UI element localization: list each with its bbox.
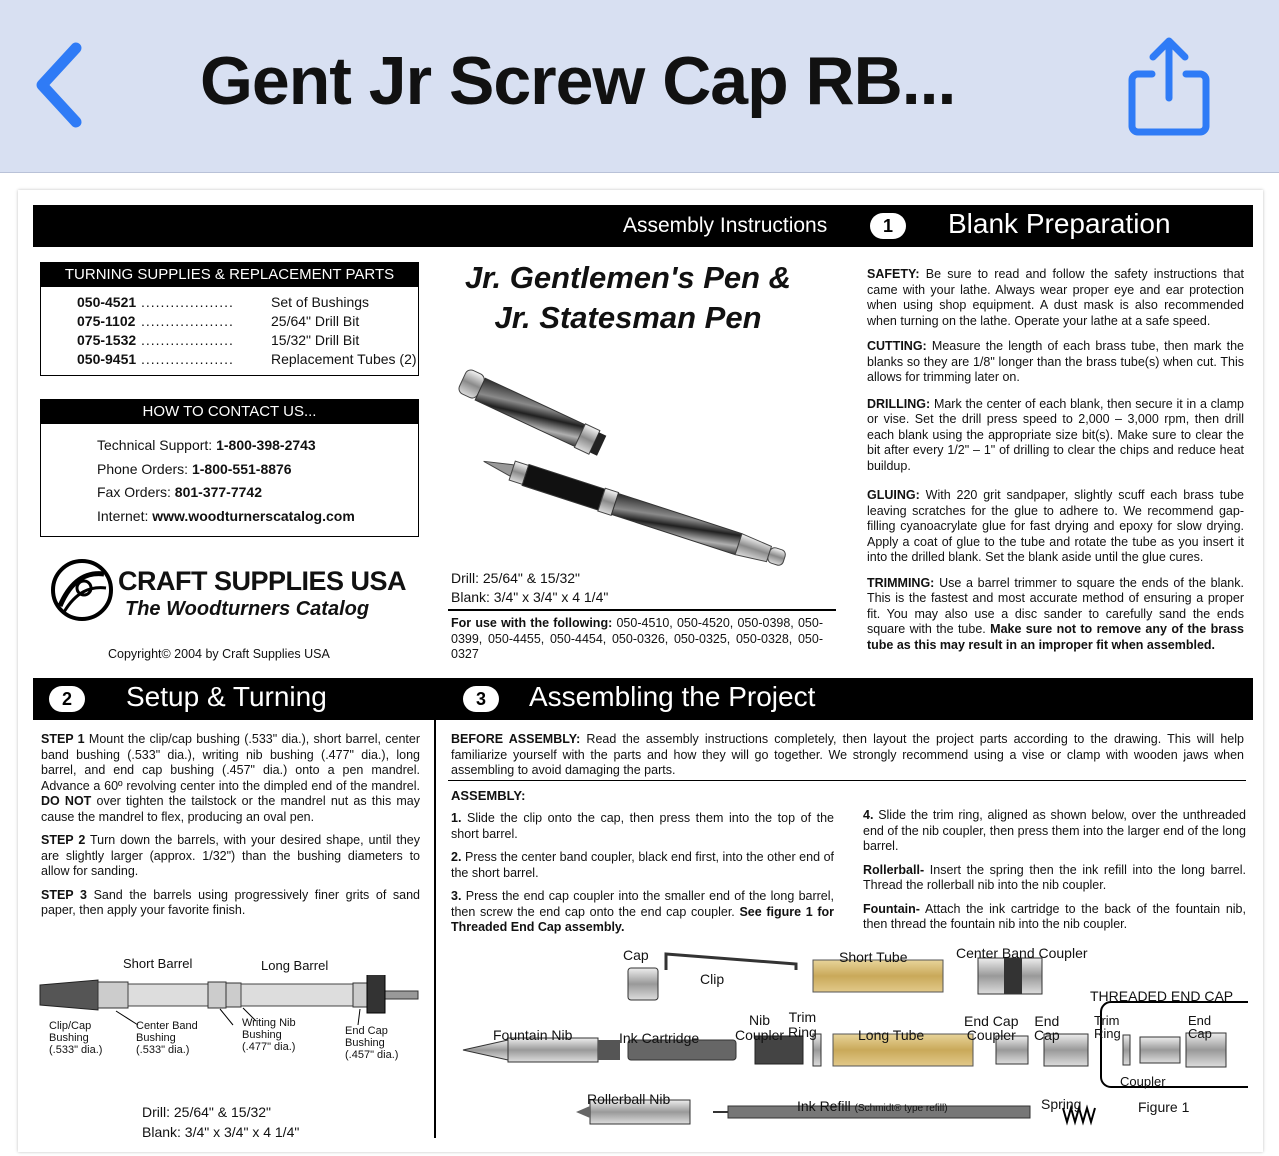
contact-value: 1-800-551-8876 [191,460,292,477]
step-bold: DO NOT [41,794,92,808]
step-text: Slide the trim ring, aligned as shown below, over the unthreaded end of the nib coupler, then press them into the larger end of the long barrel. [863,808,1246,853]
brand-tagline: The Woodturners Catalog [125,598,370,620]
before-assembly-paragraph [451,732,1244,779]
part-row [77,331,418,350]
label-line: Writing Nib [242,1017,296,1029]
pen-illustration [458,348,828,578]
clip-cap-bushing-label [49,1020,102,1056]
para-text: Be sure to read and follow the safety instructions that came with your lathe. Always wear proper eye and ear protection when using shop equipment. A dust mask is also recommended when turning on the lathe. Operate your lathe at a safe speed. [867,267,1244,328]
nib-coupler-label [735,1013,784,1043]
threaded-end-cap-label [1188,1014,1212,1040]
contact-label: Phone Orders: [97,460,189,477]
part-row [77,350,418,369]
for-use-with [451,616,823,663]
document-title: Gent Jr Screw Cap RB... [200,43,956,119]
para-bold: Make sure not to remove any of the brass tube as this may result in an improper fit when assembled. [867,622,1244,652]
column-divider [434,720,436,1138]
step-number-badge: 3 [463,686,499,712]
blank-prep-text [867,267,1244,653]
gluing-paragraph [867,488,1244,566]
para-text: Measure the length of each brass tube, then mark the blanks so they are 1/8" longer than the brass tube(s) when cut. This allows for trimming later on. [867,339,1244,384]
label-line: End [1034,1013,1060,1029]
step1-paragraph [41,732,420,825]
part-row [77,312,418,331]
contact-label: Fax Orders: [97,484,171,500]
section-title: Assembling the Project [529,681,816,712]
step-num: 1. [451,811,462,825]
part-number: 050-9451 [77,351,137,367]
part-row [77,293,418,312]
threaded-end-cap-title: THREADED END CAP [1090,988,1234,1004]
step2-paragraph [41,833,420,880]
contact-row [97,505,418,529]
contact-row [97,458,418,482]
blank-size: Blank: 3/4" x 3/4" x 4 1/4" [451,589,609,605]
step-head: STEP 1 [41,732,85,746]
label-line: Clip/Cap [49,1020,92,1032]
para-head: SAFETY: [867,267,920,281]
label-line: Bushing [242,1029,282,1041]
para-text: Mark the center of each blank, then secure it in a clamp or vise. Set the drill press speed to 2,000 – 3,000 rpm, then drill each blank using the appropriate size bit(s). Make sure to clear the bit after every 1/2" – 1" of drilling to clear the chips and reduce heat buildup. [867,396,1244,473]
cutting-paragraph [867,339,1244,386]
label-line: Bushing [345,1037,385,1049]
contact-box [40,399,419,537]
rollerball-paragraph [863,863,1246,894]
label-line: Bushing [136,1032,176,1044]
document-page[interactable] [18,190,1263,1152]
step-text: Sand the barrels using progressively finer grits of sand paper, then apply your favorite finish. [41,887,420,917]
para-head: Rollerball- [863,862,925,877]
section-bar-2-3 [33,678,1253,720]
end-cap-label [1034,1014,1060,1042]
para-head: TRIMMING: [867,575,935,590]
part-number: 050-4521 [77,294,137,310]
parts-box [40,262,419,376]
drilling-paragraph [867,397,1244,475]
setup-blank-size: Blank: 3/4" x 3/4" x 4 1/4" [142,1124,300,1140]
part-number: 075-1532 [77,332,137,348]
label-line: Trim [1094,1013,1120,1028]
divider [448,609,836,611]
step-text: Press the end cap coupler into the smaller end of the long barrel, then screw the end cap onto the end cap coupler. [451,889,835,919]
brand-logo-icon [50,558,114,622]
assembly-col-left [451,811,834,936]
label-line: Nib [749,1012,771,1028]
assembly-step-2 [451,850,834,881]
safety-paragraph [867,267,1244,329]
brand-name: CRAFT SUPPLIES USA [118,566,407,596]
contact-row [97,481,418,505]
label-line: (.477" dia.) [242,1041,296,1053]
short-tube-label: Short Tube [839,949,908,965]
rollerball-nib-label: Rollerball Nib [587,1091,671,1107]
step-num: 4. [863,808,874,822]
label-note: (Schmidt® type refill) [854,1103,948,1114]
label-line: Cap [1034,1027,1060,1043]
para-head: GLUING: [867,488,920,502]
part-desc: 25/64" Drill Bit [271,313,360,329]
for-use-list: 050-4510, 050-4520, 050-0398, 050-0399, 050-4455, 050-4454, 050-0326, 050-0325, 050-0328, 050-0327 [451,616,823,661]
label-line: Bushing [49,1032,89,1044]
leader-dots: ................... [141,332,234,348]
trim-ring-label [788,1010,817,1040]
product-title-line2: Jr. Statesman Pen [494,300,762,335]
setup-drill-size: Drill: 25/64" & 15/32" [142,1104,272,1120]
part-desc: Set of Bushings [271,294,370,310]
contact-label: Internet: [97,507,149,524]
para-text: Use a barrel trimmer to square the ends of the blank. This is the fastest and most accurate method of ensuring a proper fit. You may also use a disc sander to carefully sand the ends square with the tube. [867,575,1244,636]
para-text: Read the assembly instructions completely, then layout the project parts according to the drawing. This will help familiarize yourself with the parts and how they will go together. We strongly recommend using a vise or clamp with wooden jaws when assembling to avoid damaging the parts. [451,732,1244,777]
copyright: Copyright© 2004 by Craft Supplies USA [108,647,330,661]
short-barrel-label: Short Barrel [123,956,193,971]
clip-label: Clip [700,971,725,987]
section-title: Setup & Turning [126,681,327,712]
writing-nib-bushing-label [242,1017,296,1053]
product-title-line1: Jr. Gentlemen's Pen & [464,260,792,295]
step-head: STEP 2 [41,833,86,847]
threaded-trim-ring-label [1094,1014,1121,1040]
label-line: End Cap [345,1025,388,1037]
divider [448,780,1246,781]
header-bar [33,205,1253,247]
part-desc: Replacement Tubes (2) [271,351,417,367]
leader-dots: ................... [141,313,234,329]
leader-dots: ................... [141,351,234,367]
spring-label: Spring [1041,1096,1082,1112]
label-line: End [1188,1013,1212,1028]
chevron-left-icon[interactable] [30,40,90,130]
step-text: Mount the clip/cap bushing (.533" dia.), short barrel, center band bushing (.533" dia.), writing nib bushing (.477" dia.), long barrel, and end cap bushing (.457" dia.) onto a pen mandrel. Advance a 60º revolving center into the dimpled end of the mandrel. [41,732,420,793]
step-bold: See figure 1 for Threaded End Cap assembly. [451,904,835,934]
trimming-paragraph [867,576,1244,654]
label-line: Cap [1188,1026,1212,1041]
fountain-nib-label: Fountain Nib [493,1027,573,1043]
assembly-heading: ASSEMBLY: [451,788,526,803]
step-number-badge: 1 [870,213,906,239]
nav-bar [0,0,1279,173]
step-number-badge: 2 [49,686,85,712]
end-cap-coupler-label [964,1014,1018,1042]
label-line: Ring [788,1024,817,1040]
leader-dots: ................... [141,294,234,310]
para-head: DRILLING: [867,396,931,411]
contact-label: Technical Support: [97,437,213,453]
para-text: Attach the ink cartridge to the back of the fountain nib, then thread the fountain nib into the nib coupler. [863,901,1246,931]
section-title: Blank Preparation [948,208,1171,239]
step3-paragraph [41,888,420,919]
para-head: Fountain- [863,901,920,916]
ink-refill-label [797,1098,948,1114]
label-line: Coupler [966,1027,1016,1043]
assembly-instructions-label: Assembly Instructions [623,214,828,237]
para-text: With 220 grit sandpaper, slightly scuff each brass tube leaving scratches for the glue to adhere to. We recommend gap-filling cyanoacrylate glue for fast drying and epoxy for slow drying. Apply a coat of glue to the tube and rotate the tube as you insert it into the drilled blank. Set the blank aside until the glue cures. [867,488,1244,564]
share-icon[interactable] [1126,36,1212,136]
figure-1-label: Figure 1 [1138,1099,1190,1115]
label-line: Coupler [735,1027,785,1043]
para-head: BEFORE ASSEMBLY: [451,732,581,746]
long-tube-label: Long Tube [858,1027,925,1043]
part-desc: 15/32" Drill Bit [271,332,360,348]
threaded-coupler-label: Coupler [1120,1074,1166,1089]
step-num: 2. [451,850,462,864]
assembly-col-right [863,808,1246,933]
label-line: Ring [1094,1026,1121,1041]
drill-size: Drill: 25/64" & 15/32" [451,570,581,586]
parts-box-title: TURNING SUPPLIES & REPLACEMENT PARTS [41,263,418,287]
center-band-bushing-label [136,1020,198,1056]
label-line: Center Band [136,1020,198,1032]
contact-value: www.woodturnerscatalog.com [152,507,355,524]
ink-cartridge-label: Ink Cartridge [619,1030,700,1046]
end-cap-bushing-label [345,1025,398,1061]
label-line: (.533" dia.) [49,1044,103,1056]
cap-label: Cap [623,947,649,963]
assembly-step-1 [451,811,834,842]
assembly-step-4 [863,808,1246,855]
center-band-coupler-label: Center Band Coupler [956,945,1088,961]
step-text: Turn down the barrels, with your desired shape, until they are slightly larger (approx. 1/32") than the bushing diameters to allow for sanding. [41,833,420,878]
step-head: STEP 3 [41,887,87,902]
step-num: 3. [451,889,462,903]
step-text: over tighten the tailstock or the mandrel nut as this may cause the mandrel to flex, producing an oval pen. [41,794,421,824]
contact-value: 801-377-7742 [174,484,262,500]
label-line: End Cap [964,1013,1019,1029]
step-text: Slide the clip onto the cap, then press them into the top of the short barrel. [451,811,834,841]
assembly-step-3 [451,889,834,936]
step-text: Press the center band coupler, black end first, into the other end of the short barrel. [451,850,834,880]
contact-box-title: HOW TO CONTACT US... [41,400,418,424]
label-line: Ink Refill [797,1098,851,1114]
part-number: 075-1102 [77,313,136,329]
setup-text [41,732,420,919]
para-text: Insert the spring then the ink refill into the long barrel. Thread the rollerball nib into the nib coupler. [863,862,1246,892]
contact-row [97,434,418,458]
label-line: Trim [788,1009,817,1025]
label-line: (.533" dia.) [136,1044,190,1056]
contact-value: 1-800-398-2743 [216,437,316,453]
for-use-label: For use with the following: [451,616,613,630]
para-head: CUTTING: [867,339,927,353]
fountain-paragraph [863,902,1246,933]
long-barrel-label: Long Barrel [261,958,329,973]
label-line: (.457" dia.) [345,1049,399,1061]
